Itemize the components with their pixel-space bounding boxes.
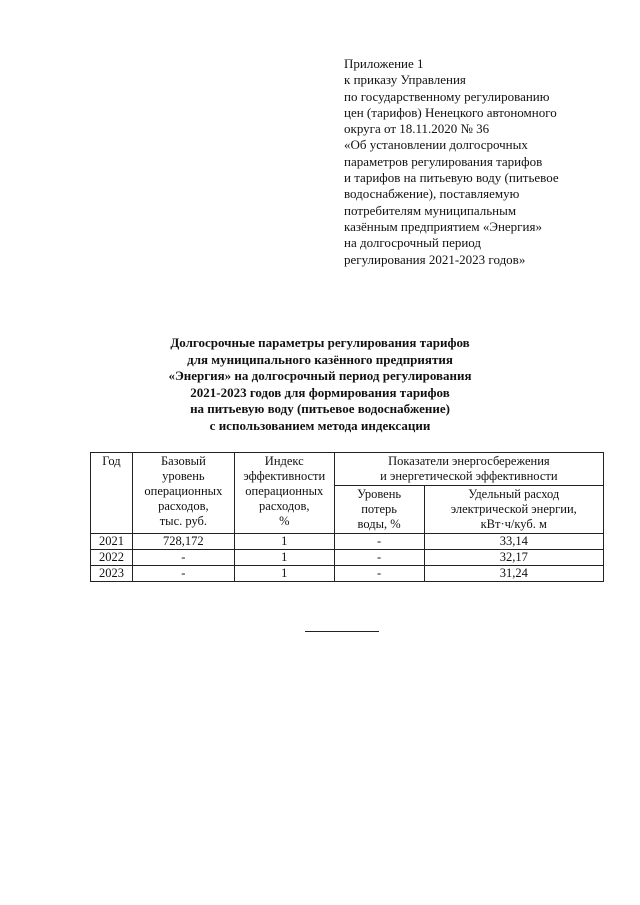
appendix-line: казённым предприятием «Энергия» (344, 218, 542, 234)
cell-water-loss: - (334, 550, 424, 566)
appendix-line: к приказу Управления (344, 72, 466, 88)
cell-year: 2023 (91, 566, 133, 582)
cell-base-level: - (132, 550, 234, 566)
header-energy-group: Показатели энергосбережения и энергетической эффективности (334, 453, 603, 486)
end-divider-line (305, 631, 379, 632)
title-line: для муниципального казённого предприятия (187, 351, 453, 367)
title-line: на питьевую воду (питьевое водоснабжение) (190, 401, 450, 416)
appendix-line: округа от 18.11.2020 № 36 (344, 121, 490, 137)
header-specific-consumption: Удельный расход электрической энергии, кВт·ч/куб. м (424, 486, 604, 534)
title-line: с использованием метода индексации (209, 417, 431, 433)
cell-specific-consumption: 33,14 (424, 534, 604, 550)
title-line: «Энергия» на долгосрочный период регулирования (168, 368, 472, 383)
appendix-line: цен (тарифов) Ненецкого автономного (344, 104, 557, 120)
cell-water-loss: - (334, 534, 424, 550)
title-line: Долгосрочные параметры регулирования тарифов (170, 335, 470, 350)
cell-year: 2022 (91, 550, 133, 566)
tariff-parameters-table (90, 452, 604, 582)
appendix-line: потребителям муниципальным (344, 202, 517, 218)
table-row (91, 550, 604, 566)
cell-year: 2021 (91, 534, 133, 550)
appendix-line: водоснабжение), поставляемую (344, 186, 520, 202)
cell-water-loss: - (334, 566, 424, 582)
header-year: Год (91, 453, 133, 534)
header-efficiency-index: Индекс эффективности операционных расходов, % (234, 453, 334, 534)
cell-specific-consumption: 32,17 (424, 550, 604, 566)
cell-base-level: 728,172 (132, 534, 234, 550)
appendix-line: «Об установлении долгосрочных (344, 137, 528, 153)
appendix-line: Приложение 1 (344, 56, 424, 71)
appendix-line: и тарифов на питьевую воду (питьевое (344, 170, 559, 186)
table-row (91, 534, 604, 550)
cell-base-level: - (132, 566, 234, 582)
cell-efficiency-index: 1 (234, 534, 334, 550)
appendix-line: по государственному регулированию (344, 88, 550, 104)
title-line: 2021-2023 годов для формирования тарифов (190, 384, 450, 400)
table-row (91, 566, 604, 582)
header-base-level: Базовый уровень операционных расходов, тыс. руб. (132, 453, 234, 534)
document-title (120, 335, 520, 434)
cell-efficiency-index: 1 (234, 566, 334, 582)
appendix-line: параметров регулирования тарифов (344, 153, 543, 169)
header-water-loss: Уровень потерь воды, % (334, 486, 424, 534)
cell-specific-consumption: 31,24 (424, 566, 604, 582)
appendix-line: на долгосрочный период (344, 235, 482, 251)
cell-efficiency-index: 1 (234, 550, 334, 566)
appendix-line: регулирования 2021-2023 годов» (344, 251, 526, 267)
appendix-block (344, 56, 614, 268)
